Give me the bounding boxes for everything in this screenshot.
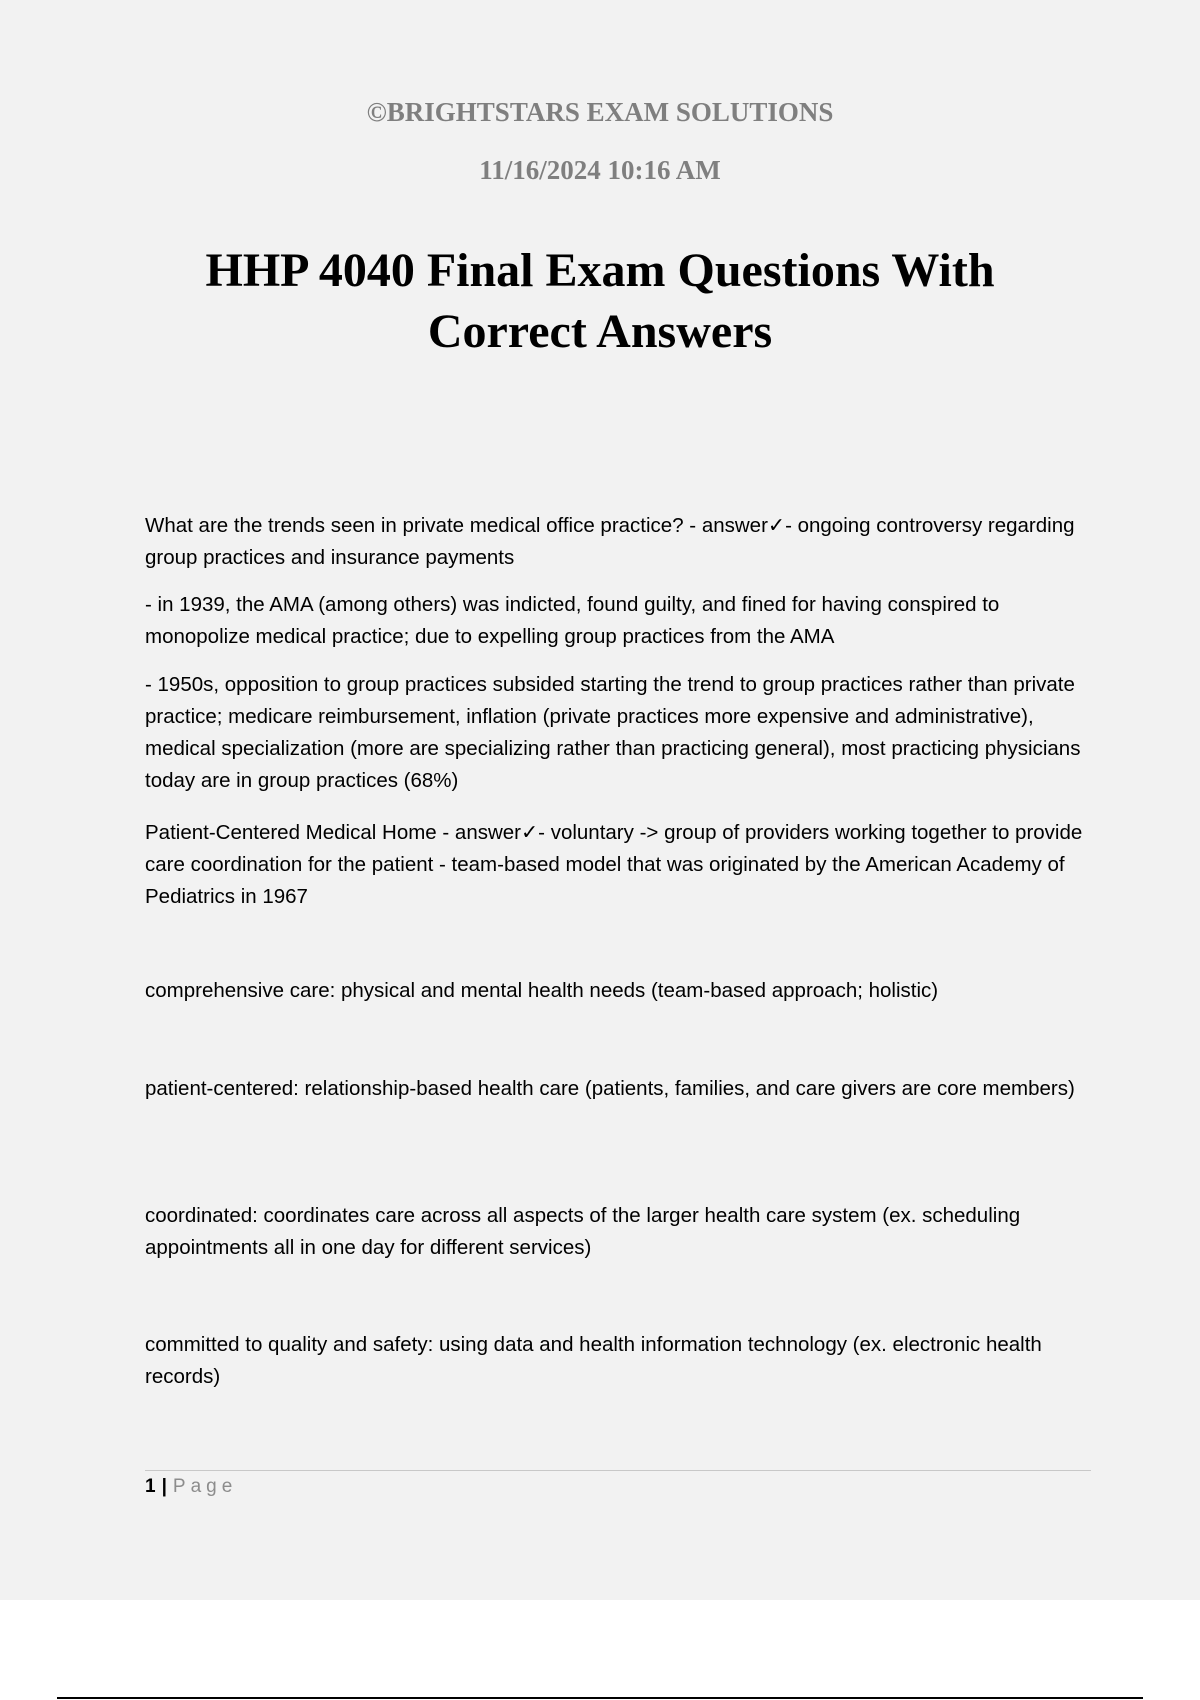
paragraph	[145, 669, 1090, 797]
point-coordinated: coordinated: coordinates care across all aspects of the larger health care system (ex. scheduling appointments all in one day for different services)	[145, 1204, 1021, 1259]
bottom-divider	[57, 1697, 1143, 1699]
point-patient-centered: patient-centered: relationship-based health care (patients, families, and care givers are core members)	[145, 1077, 1075, 1100]
question-medical-home: Patient-Centered Medical Home - answer✓- voluntary -> group of providers working together to provide care coordination for the patient - team-based model that was originated by the American Academy of Pediatrics in 1967	[145, 821, 1083, 908]
paragraph	[145, 510, 1090, 574]
header-brand: ©BRIGHTSTARS EXAM SOLUTIONS	[366, 97, 834, 127]
page-number: 1	[145, 1476, 156, 1497]
answer-point-1939: - in 1939, the AMA (among others) was indicted, found guilty, and fined for having conspired to monopolize medical practice; due to expelling group practices from the AMA	[145, 593, 1000, 648]
paragraph	[145, 589, 1090, 653]
question-trends-private-practice: What are the trends seen in private medical office practice? - answer✓- ongoing controversy regarding group practices and insurance payments	[145, 514, 1075, 569]
answer-point-1950s: - 1950s, opposition to group practices subsided starting the trend to group practices rather than private practice; medicare reimbursement, inflation (private practices more expensive and administrative), medical specialization (more are specializing rather than practicing general), most practicing physicians today are in group practices (68%)	[145, 673, 1081, 792]
paragraph	[145, 1073, 1090, 1105]
document-title	[100, 240, 1100, 362]
point-quality-safety: committed to quality and safety: using data and health information technology (ex. electronic health records)	[145, 1333, 1042, 1388]
header-timestamp: 11/16/2024 10:16 AM	[479, 155, 721, 185]
point-comprehensive-care: comprehensive care: physical and mental health needs (team-based approach; holistic)	[145, 979, 939, 1002]
paragraph	[145, 975, 1090, 1007]
footer-divider	[145, 1470, 1091, 1471]
title-line-1: HHP 4040 Final Exam Questions With	[205, 244, 995, 297]
footer-separator: |	[161, 1476, 167, 1497]
page-footer	[145, 1474, 237, 1500]
page-label: Page	[172, 1476, 238, 1497]
title-line-2: Correct Answers	[427, 305, 773, 358]
paragraph	[145, 817, 1090, 913]
paragraph	[145, 1200, 1090, 1264]
paragraph	[145, 1329, 1090, 1393]
